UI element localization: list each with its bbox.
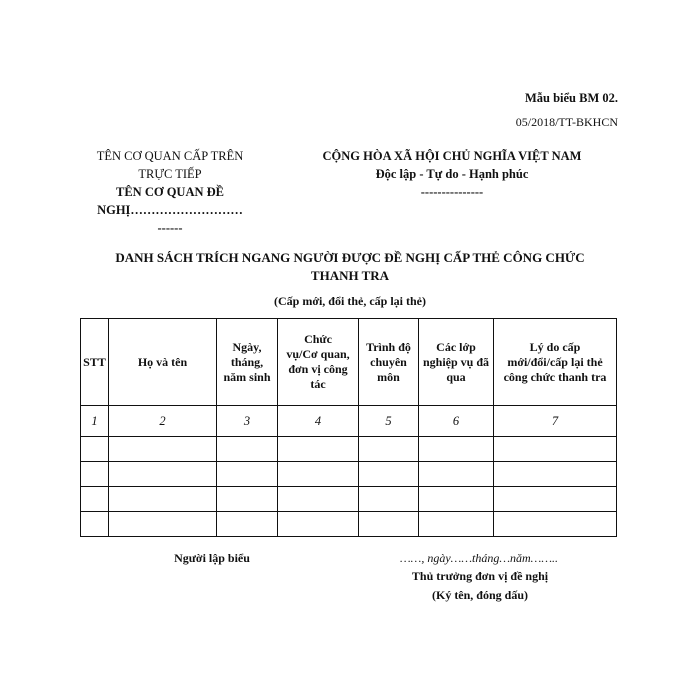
title-line2: THANH TRA <box>310 268 390 283</box>
header-cell-line: Họ và tên <box>137 354 188 369</box>
header-cell-line: Lý do cấp <box>529 339 581 354</box>
parent-agency-line1: TÊN CƠ QUAN CẤP TRÊN <box>96 149 244 163</box>
table-cell[interactable] <box>419 437 494 462</box>
header-cell-line: đơn vị công <box>288 362 348 376</box>
header-cell-line: qua <box>446 369 466 384</box>
table-body <box>81 406 617 537</box>
proposer-agency-line3: ------ <box>157 221 183 235</box>
column-index-cell: 7 <box>494 406 617 437</box>
header-cell-line: tháng, <box>230 354 264 369</box>
header-cell-line: nghiệp vụ đã <box>422 354 490 369</box>
date-line: ……, ngày……tháng…năm…….. <box>399 551 558 565</box>
column-index-cell: 6 <box>419 406 494 437</box>
proposer-agency-line2: NGHỊ……………………… <box>97 203 243 217</box>
table-cell[interactable] <box>359 512 419 537</box>
table-cell[interactable] <box>217 462 278 487</box>
table-cell[interactable] <box>494 487 617 512</box>
table-cell[interactable] <box>494 462 617 487</box>
table-cell[interactable] <box>359 437 419 462</box>
proposer-agency-line1: TÊN CƠ QUAN ĐỀ <box>116 185 224 199</box>
column-index-cell: 1 <box>81 406 109 437</box>
table-cell[interactable] <box>419 512 494 537</box>
header-cell-line: năm sinh <box>223 369 271 384</box>
header-cell-line: Ngày, <box>232 339 262 354</box>
header-cell <box>217 319 278 406</box>
table-cell[interactable] <box>109 487 217 512</box>
header-cell-line: Các lớp <box>436 339 476 354</box>
table-cell[interactable] <box>109 462 217 487</box>
table-cell[interactable] <box>419 462 494 487</box>
head-of-unit-title: Thủ trưởng đơn vị đề nghị <box>411 569 549 583</box>
table-cell[interactable] <box>81 487 109 512</box>
table-cell[interactable] <box>278 512 359 537</box>
table-cell[interactable] <box>278 462 359 487</box>
document-subtitle: (Cấp mới, đổi thẻ, cấp lại thẻ) <box>274 294 426 308</box>
header-cell <box>494 319 617 406</box>
table-cell[interactable] <box>217 512 278 537</box>
table-cell[interactable] <box>217 437 278 462</box>
header-cell-line: tác <box>310 377 326 391</box>
table-cell[interactable] <box>278 487 359 512</box>
table-cell[interactable] <box>278 437 359 462</box>
document-title <box>80 249 620 285</box>
header-cell <box>81 319 109 406</box>
parent-agency-line2: TRỰC TIẾP <box>138 167 202 181</box>
table-cell[interactable] <box>81 462 109 487</box>
table-row <box>81 512 617 537</box>
signature-note: (Ký tên, đóng dấu) <box>431 588 529 602</box>
table-cell[interactable] <box>359 487 419 512</box>
agency-block <box>60 147 280 237</box>
table-cell[interactable] <box>109 437 217 462</box>
title-line1: DANH SÁCH TRÍCH NGANG NGƯỜI ĐƯỢC ĐỀ NGHỊ CẤP THẺ CÔNG CHỨC <box>115 250 585 265</box>
column-index-row <box>81 406 617 437</box>
preparer-label: Người lập biểu <box>174 551 250 565</box>
header-cell <box>278 319 359 406</box>
nation-motto: Độc lập - Tự do - Hạnh phúc <box>375 167 529 181</box>
header-cell-line: chuyên <box>370 354 407 369</box>
header-cell <box>109 319 217 406</box>
header-cell <box>359 319 419 406</box>
table-cell[interactable] <box>81 512 109 537</box>
table-row <box>81 437 617 462</box>
nation-divider: --------------- <box>420 185 484 199</box>
table-row <box>81 487 617 512</box>
header-cell-line: mới/đổi/cấp lại thẻ <box>507 354 603 369</box>
header-cell <box>419 319 494 406</box>
nominee-table <box>80 318 617 537</box>
table-cell[interactable] <box>359 462 419 487</box>
table-cell[interactable] <box>217 487 278 512</box>
table-cell[interactable] <box>494 512 617 537</box>
header-cell-line: vụ/Cơ quan, <box>286 347 350 361</box>
header-cell-line: môn <box>377 369 400 384</box>
table-cell[interactable] <box>109 512 217 537</box>
circular-number: 05/2018/TT-BKHCN <box>515 115 618 129</box>
table-cell[interactable] <box>419 487 494 512</box>
form-code: Mẫu biểu BM 02. <box>524 91 618 105</box>
column-index-cell: 5 <box>359 406 419 437</box>
header-cell-line: công chức thanh tra <box>503 369 607 384</box>
header-cell-line: Chức <box>304 332 332 346</box>
table-row <box>81 462 617 487</box>
header-cell-line: Trình độ <box>366 339 411 354</box>
nation-name: CỘNG HÒA XÃ HỘI CHỦ NGHĨA VIỆT NAM <box>322 149 582 163</box>
column-index-cell: 2 <box>109 406 217 437</box>
table-cell[interactable] <box>81 437 109 462</box>
column-index-cell: 3 <box>217 406 278 437</box>
table-cell[interactable] <box>494 437 617 462</box>
column-index-cell: 4 <box>278 406 359 437</box>
national-heading <box>282 147 622 201</box>
table-header-row <box>81 319 617 406</box>
header-cell-line: STT <box>83 354 106 369</box>
